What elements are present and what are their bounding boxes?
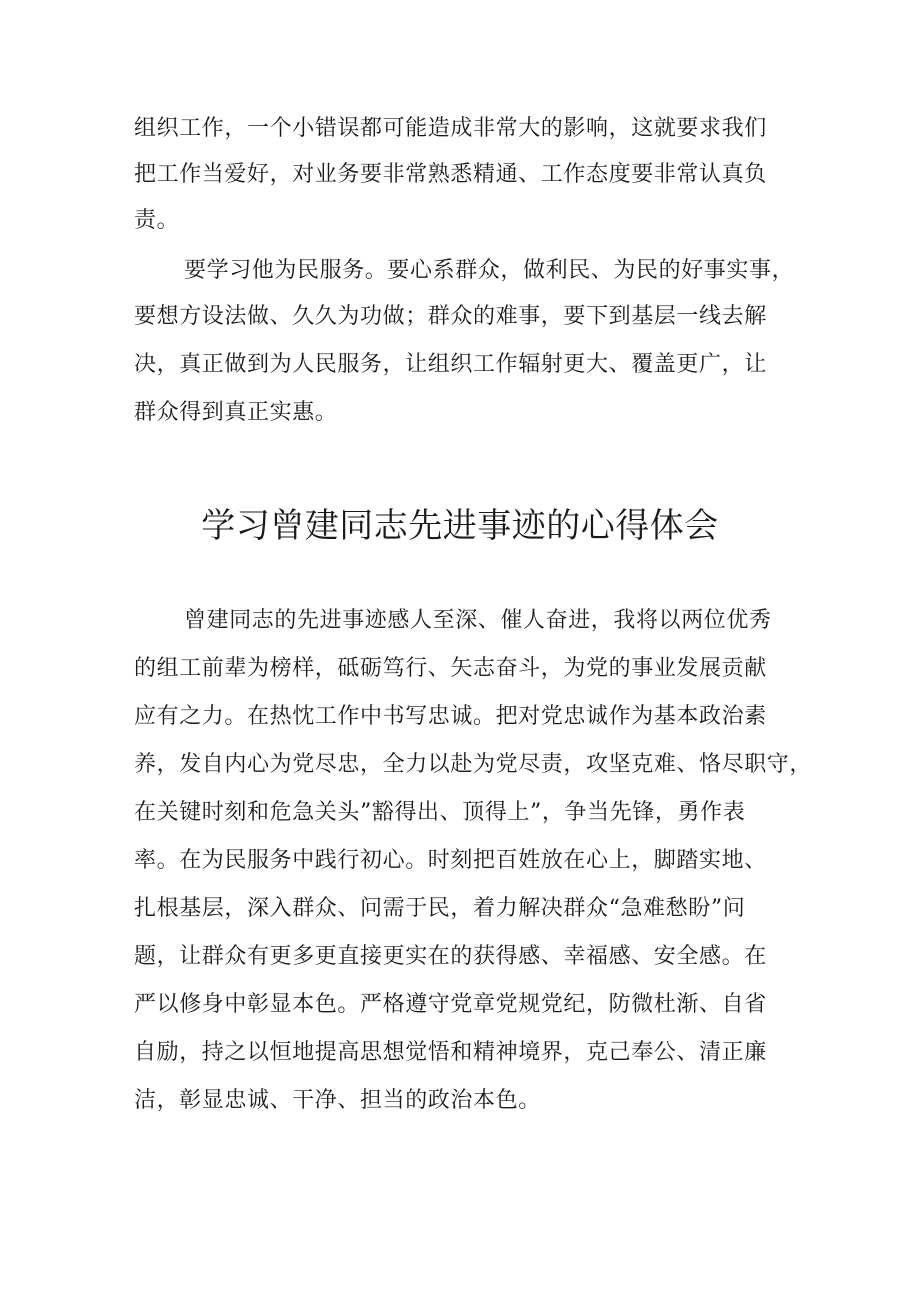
- paragraph-line: 自励，持之以恒地提高思想觉悟和精神境界，克己奉公、清正廉: [134, 1040, 767, 1065]
- document-title: 学习曾建同志先进事迹的心得体会: [201, 506, 719, 546]
- paragraph-line: 应有之力。在热忱工作中书写忠诚。把对党忠诚作为基本政治素: [134, 704, 767, 729]
- paragraph-line: 决，真正做到为人民服务，让组织工作辐射更大、覆盖更广，让: [134, 352, 767, 377]
- paragraph-line: 扎根基层，深入群众、问需于民，着力解决群众“急难愁盼”问: [134, 896, 746, 921]
- paragraph-line: 责。: [134, 208, 180, 233]
- paragraph-line: 要想方设法做、久久为功做；群众的难事，要下到基层一线去解: [134, 304, 767, 329]
- paragraph-line: 严以修身中彰显本色。严格遵守党章党规党纪，防微杜渐、自省: [134, 992, 767, 1017]
- paragraph-line: 洁，彰显忠诚、干净、担当的政治本色。: [134, 1088, 541, 1113]
- paragraph-line: 题，让群众有更多更直接更实在的获得感、幸福感、安全感。在: [134, 944, 767, 969]
- paragraph-line: 要学习他为民服务。要心系群众，做利民、为民的好事实事，: [184, 258, 795, 283]
- paragraph-line: 把工作当爱好，对业务要非常熟悉精通、工作态度要非常认真负: [134, 162, 767, 187]
- paragraph-line: 在关键时刻和危急关头”豁得出、顶得上”，争当先锋，勇作表: [134, 800, 746, 825]
- paragraph-line: 率。在为民服务中践行初心。时刻把百姓放在心上，脚踏实地、: [134, 848, 767, 873]
- paragraph-line: 组织工作，一个小错误都可能造成非常大的影响，这就要求我们: [134, 116, 767, 141]
- paragraph-line: 曾建同志的先进事迹感人至深、催人奋进，我将以两位优秀: [184, 608, 772, 633]
- paragraph-line: 群众得到真正实惠。: [134, 400, 338, 425]
- paragraph-line: 养，发自内心为党尽忠，全力以赴为党尽责，攻坚克难、恪尽职守，: [134, 752, 813, 777]
- paragraph-line: 的组工前辈为榜样，砥砺笃行、矢志奋斗，为党的事业发展贡献: [134, 656, 767, 681]
